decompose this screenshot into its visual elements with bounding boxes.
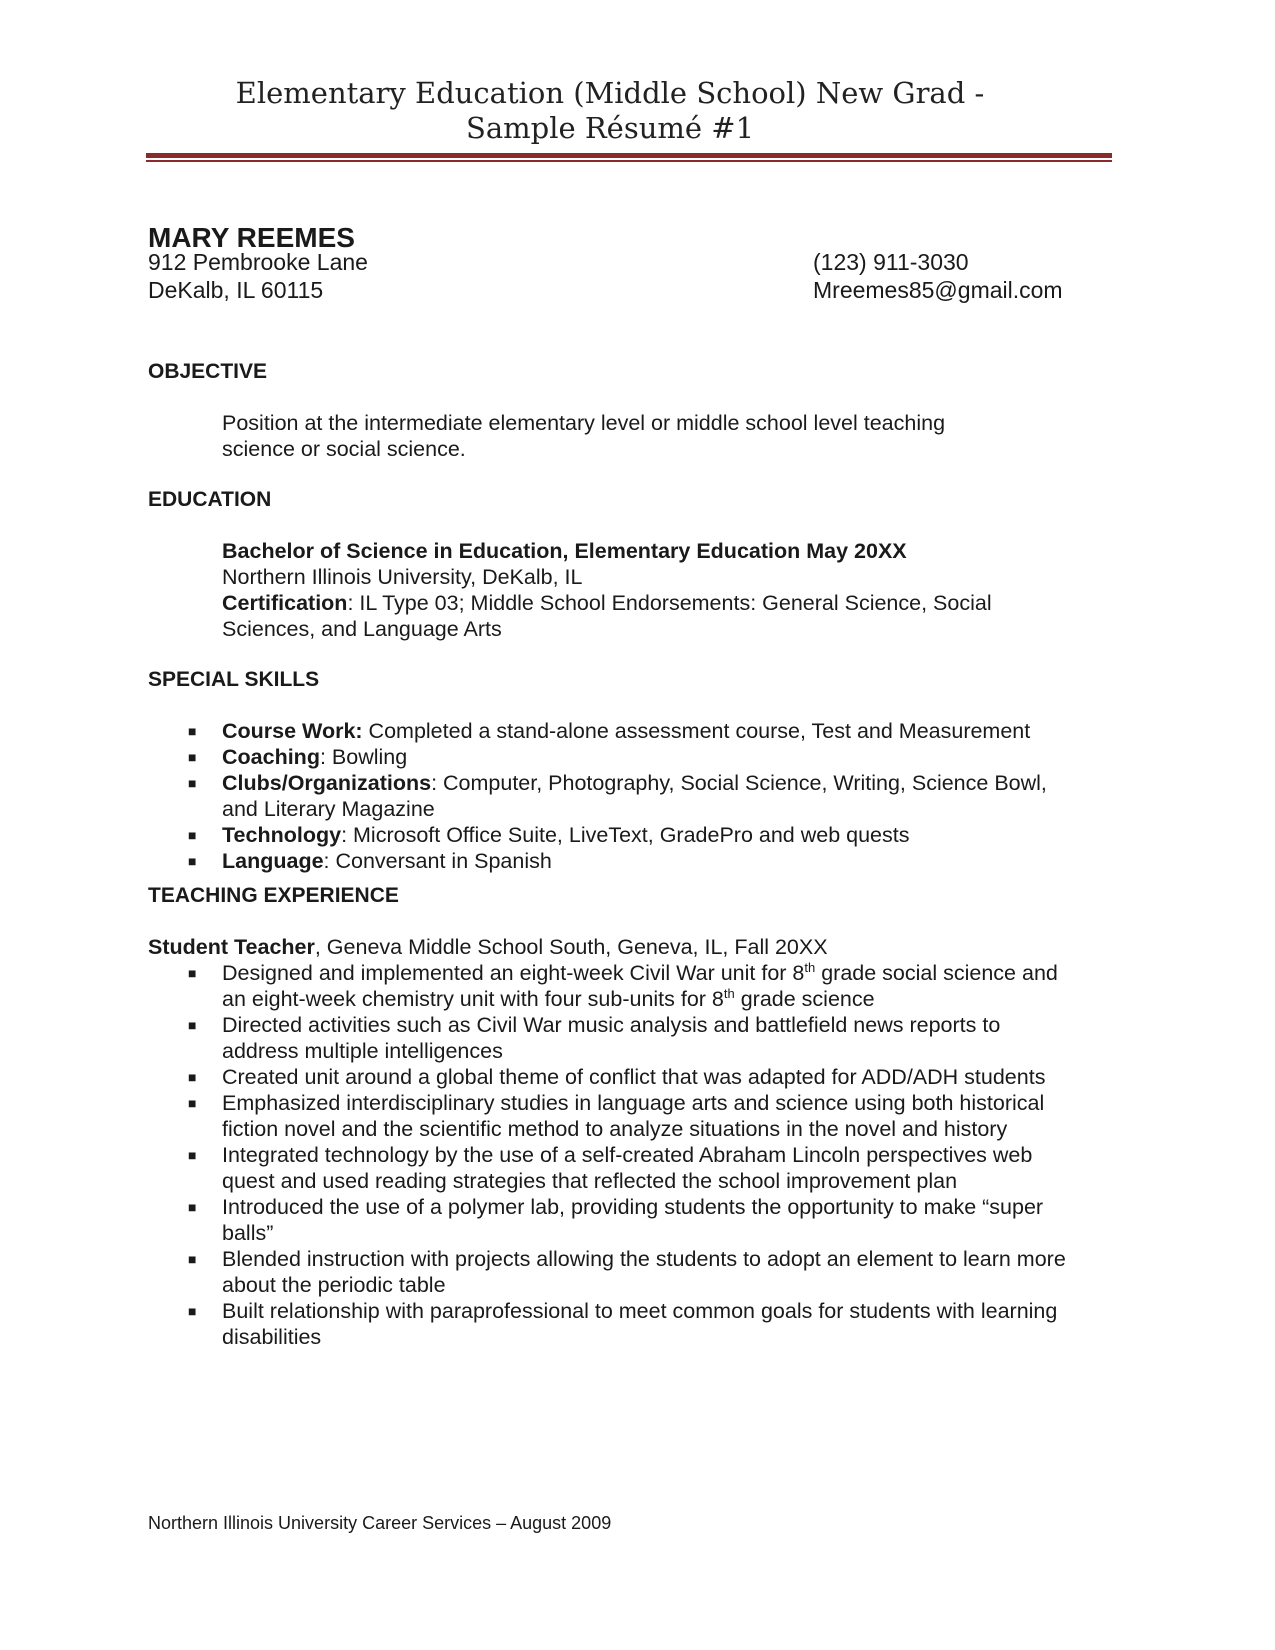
square-bullet-icon: ■ (188, 1017, 197, 1033)
degree-line: Bachelor of Science in Education, Elementary Education May 20XX (222, 539, 907, 563)
list-item (148, 822, 1047, 848)
bullet-text: fiction novel and the scientific method to analyze situations in the novel and history (222, 1117, 1008, 1141)
bullet-text: Integrated technology by the use of a self-created Abraham Lincoln perspectives web (222, 1143, 1033, 1167)
role-title: Student Teacher (148, 935, 315, 959)
candidate-name: MARY REEMES (148, 222, 355, 253)
bullet-text: grade social science and (815, 961, 1058, 985)
list-item (148, 848, 1047, 874)
square-bullet-icon: ■ (188, 1251, 197, 1267)
bullet-text: disabilities (222, 1325, 322, 1349)
phone-number: (123) 911-3030 (813, 249, 969, 275)
certification-text: : IL Type 03; Middle School Endorsements: General Science, Social (347, 591, 992, 615)
certification-label: Certification (222, 591, 348, 615)
bullet-text: Built relationship with paraprofessional to meet common goals for students with learning (222, 1299, 1058, 1323)
skill-text: Completed a stand-alone assessment course, Test and Measurement (362, 719, 1031, 743)
square-bullet-icon: ■ (188, 1303, 197, 1319)
list-item (148, 1298, 1066, 1350)
skill-label: Coaching (222, 745, 320, 769)
document-title-line1: Elementary Education (Middle School) New Grad - (235, 76, 985, 110)
bullet-text: grade science (734, 987, 875, 1011)
square-bullet-icon: ■ (188, 775, 197, 791)
bullet-text: Directed activities such as Civil War music analysis and battlefield news reports to (222, 1013, 1001, 1037)
list-item (148, 718, 1047, 744)
header-rule-thin (146, 160, 1112, 162)
ordinal-suffix: th (804, 959, 816, 975)
objective-line-2: science or social science. (222, 437, 466, 461)
bullet-text: about the periodic table (222, 1273, 446, 1297)
objective-line-1: Position at the intermediate elementary level or middle school level teaching (222, 411, 946, 435)
skill-text: : Bowling (319, 745, 408, 769)
objective-heading: OBJECTIVE (148, 360, 268, 383)
square-bullet-icon: ■ (188, 827, 197, 843)
square-bullet-icon: ■ (188, 1147, 197, 1163)
bullet-text: quest and used reading strategies that reflected the school improvement plan (222, 1169, 958, 1193)
list-item (148, 1246, 1066, 1298)
page-footer: Northern Illinois University Career Services – August 2009 (148, 1513, 612, 1533)
square-bullet-icon: ■ (188, 1199, 197, 1215)
bullet-text: balls” (222, 1221, 274, 1245)
square-bullet-icon: ■ (188, 965, 197, 981)
square-bullet-icon: ■ (188, 749, 197, 765)
skill-label: Course Work: (222, 719, 363, 743)
header-rule (146, 153, 1112, 158)
skill-label: Language (222, 849, 324, 873)
skill-text: : Conversant in Spanish (323, 849, 552, 873)
skill-text-continued: and Literary Magazine (222, 797, 435, 821)
bullet-text: an eight-week chemistry unit with four sub-units for 8 (222, 987, 724, 1011)
certification-line-2: Sciences, and Language Arts (222, 617, 502, 641)
school-line: Northern Illinois University, DeKalb, IL (222, 565, 583, 589)
skills-heading: SPECIAL SKILLS (148, 668, 320, 691)
address-line-2: DeKalb, IL 60115 (148, 277, 324, 303)
experience-list (148, 960, 1066, 1350)
document-title-line2: Sample Résumé #1 (465, 111, 755, 145)
experience-heading: TEACHING EXPERIENCE (148, 884, 399, 907)
skill-text: : Computer, Photography, Social Science, Writing, Science Bowl, (431, 771, 1047, 795)
education-heading: EDUCATION (148, 488, 272, 511)
list-item (148, 1064, 1066, 1090)
list-item (148, 744, 1047, 770)
skill-text: : Microsoft Office Suite, LiveText, GradePro and web quests (341, 823, 910, 847)
bullet-text: Emphasized interdisciplinary studies in language arts and science using both historical (222, 1091, 1045, 1115)
bullet-text: Introduced the use of a polymer lab, providing students the opportunity to make “super (222, 1195, 1044, 1219)
skill-label: Technology (222, 823, 342, 847)
certification-line (222, 590, 992, 616)
bullet-text: Designed and implemented an eight-week Civil War unit for 8 (222, 961, 805, 985)
skill-label: Clubs/Organizations (222, 771, 432, 795)
skills-list (148, 718, 1047, 874)
list-item (148, 1090, 1066, 1142)
role-line (148, 934, 828, 960)
square-bullet-icon: ■ (188, 1095, 197, 1111)
square-bullet-icon: ■ (188, 723, 197, 739)
list-item (148, 1142, 1066, 1194)
list-item (148, 960, 1066, 1012)
role-detail: , Geneva Middle School South, Geneva, IL, Fall 20XX (314, 935, 828, 959)
square-bullet-icon: ■ (188, 1069, 197, 1085)
list-item (148, 1012, 1066, 1064)
address-line-1: 912 Pembrooke Lane (148, 249, 368, 275)
bullet-text: Blended instruction with projects allowing the students to adopt an element to learn more (222, 1247, 1066, 1271)
list-item (148, 770, 1047, 822)
bullet-text: address multiple intelligences (222, 1039, 503, 1063)
email-address: Mreemes85@gmail.com (813, 277, 1063, 303)
bullet-text: Created unit around a global theme of conflict that was adapted for ADD/ADH students (222, 1065, 1046, 1089)
square-bullet-icon: ■ (188, 853, 197, 869)
ordinal-suffix: th (723, 985, 735, 1001)
list-item (148, 1194, 1066, 1246)
